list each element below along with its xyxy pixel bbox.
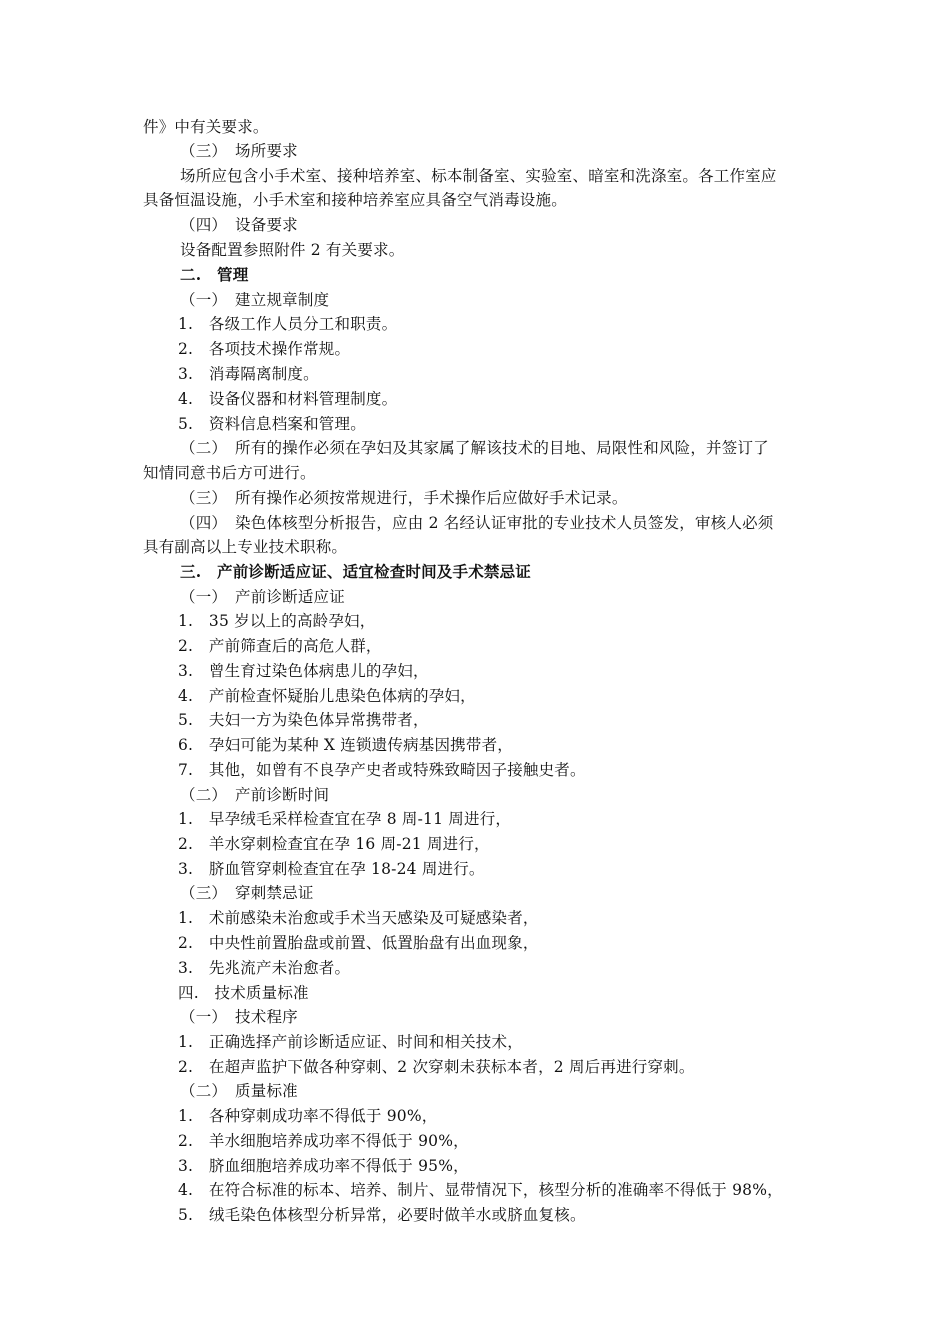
list-item: 1. 术前感染未治愈或手术当天感染及可疑感染者， xyxy=(178,909,539,927)
section-heading: （二） 产前诊断时间 xyxy=(180,786,330,804)
list-item: 2. 在超声监护下做各种穿刺、2 次穿刺未获标本者，2 周后再进行穿刺。 xyxy=(178,1058,695,1076)
section-paragraph: （二） 所有的操作必须在孕妇及其家属了解该技术的目地、局限性和风险，并签订了 xyxy=(180,439,769,457)
list-item: 7. 其他，如曾有不良孕产史者或特殊致畸因子接触史者。 xyxy=(178,761,586,779)
list-item: 5. 资料信息档案和管理。 xyxy=(178,415,366,433)
list-item: 3. 先兆流产未治愈者。 xyxy=(178,959,351,977)
text-line: 知情同意书后方可进行。 xyxy=(143,464,316,482)
list-item: 5. 夫妇一方为染色体异常携带者， xyxy=(178,711,429,729)
list-item: 4. 在符合标准的标本、培养、制片、显带情况下，核型分析的准确率不得低于 98%， xyxy=(178,1181,783,1199)
text-line: 件》中有关要求。 xyxy=(143,118,269,136)
list-item: 2. 羊水穿刺检查宜在孕 16 周-21 周进行， xyxy=(178,835,490,853)
section-heading: （一） 建立规章制度 xyxy=(180,291,330,309)
section-heading: （三） 穿刺禁忌证 xyxy=(180,884,314,902)
text-line: 场所应包含小手术室、接种培养室、标本制备室、实验室、暗室和洗涤室。各工作室应 xyxy=(180,167,777,185)
section-heading: （二） 质量标准 xyxy=(180,1082,298,1100)
list-item: 2. 产前筛查后的高危人群， xyxy=(178,637,382,655)
section-heading: （一） 技术程序 xyxy=(180,1008,298,1026)
list-item: 3. 消毒隔离制度。 xyxy=(178,365,319,383)
list-item: 4. 产前检查怀疑胎儿患染色体病的孕妇， xyxy=(178,687,476,705)
list-item: 1. 正确选择产前诊断适应证、时间和相关技术， xyxy=(178,1033,523,1051)
list-item: 1. 35 岁以上的高龄孕妇， xyxy=(178,612,376,630)
section-heading: （一） 产前诊断适应证 xyxy=(180,588,345,606)
section-heading: （三） 场所要求 xyxy=(180,142,298,160)
list-item: 1. 各种穿刺成功率不得低于 90%， xyxy=(178,1107,438,1125)
list-item: 3. 脐血管穿刺检查宜在孕 18-24 周进行。 xyxy=(178,860,485,878)
list-item: 3. 脐血细胞培养成功率不得低于 95%， xyxy=(178,1157,469,1175)
list-item: 1. 各级工作人员分工和职责。 xyxy=(178,315,398,333)
section-paragraph: （三） 所有操作必须按常规进行，手术操作后应做好手术记录。 xyxy=(180,489,628,507)
list-item: 1. 早孕绒毛采样检查宜在孕 8 周-11 周进行， xyxy=(178,810,512,828)
list-item: 2. 羊水细胞培养成功率不得低于 90%， xyxy=(178,1132,469,1150)
text-line: 设备配置参照附件 2 有关要求。 xyxy=(180,241,405,259)
text-line: 具有副高以上专业技术职称。 xyxy=(143,538,348,556)
list-item: 2. 各项技术操作常规。 xyxy=(178,340,351,358)
chapter-heading: 三. 产前诊断适应证、适宜检查时间及手术禁忌证 xyxy=(180,562,531,581)
list-item: 5. 绒毛染色体核型分析异常，必要时做羊水或脐血复核。 xyxy=(178,1206,586,1224)
list-item: 3. 曾生育过染色体病患儿的孕妇， xyxy=(178,662,429,680)
chapter-heading: 二. 管理 xyxy=(180,265,249,284)
list-item: 4. 设备仪器和材料管理制度。 xyxy=(178,390,398,408)
text-line: 具备恒温设施，小手术室和接种培养室应具备空气消毒设施。 xyxy=(143,191,567,209)
list-item: 2. 中央性前置胎盘或前置、低置胎盘有出血现象， xyxy=(178,934,539,952)
section-paragraph: （四） 染色体核型分析报告，应由 2 名经认证审批的专业技术人员签发，审核人必须 xyxy=(180,514,774,532)
list-item: 6. 孕妇可能为某种 X 连锁遗传病基因携带者， xyxy=(178,736,513,754)
section-heading: （四） 设备要求 xyxy=(180,216,298,234)
chapter-heading: 四. 技术质量标准 xyxy=(178,984,309,1002)
